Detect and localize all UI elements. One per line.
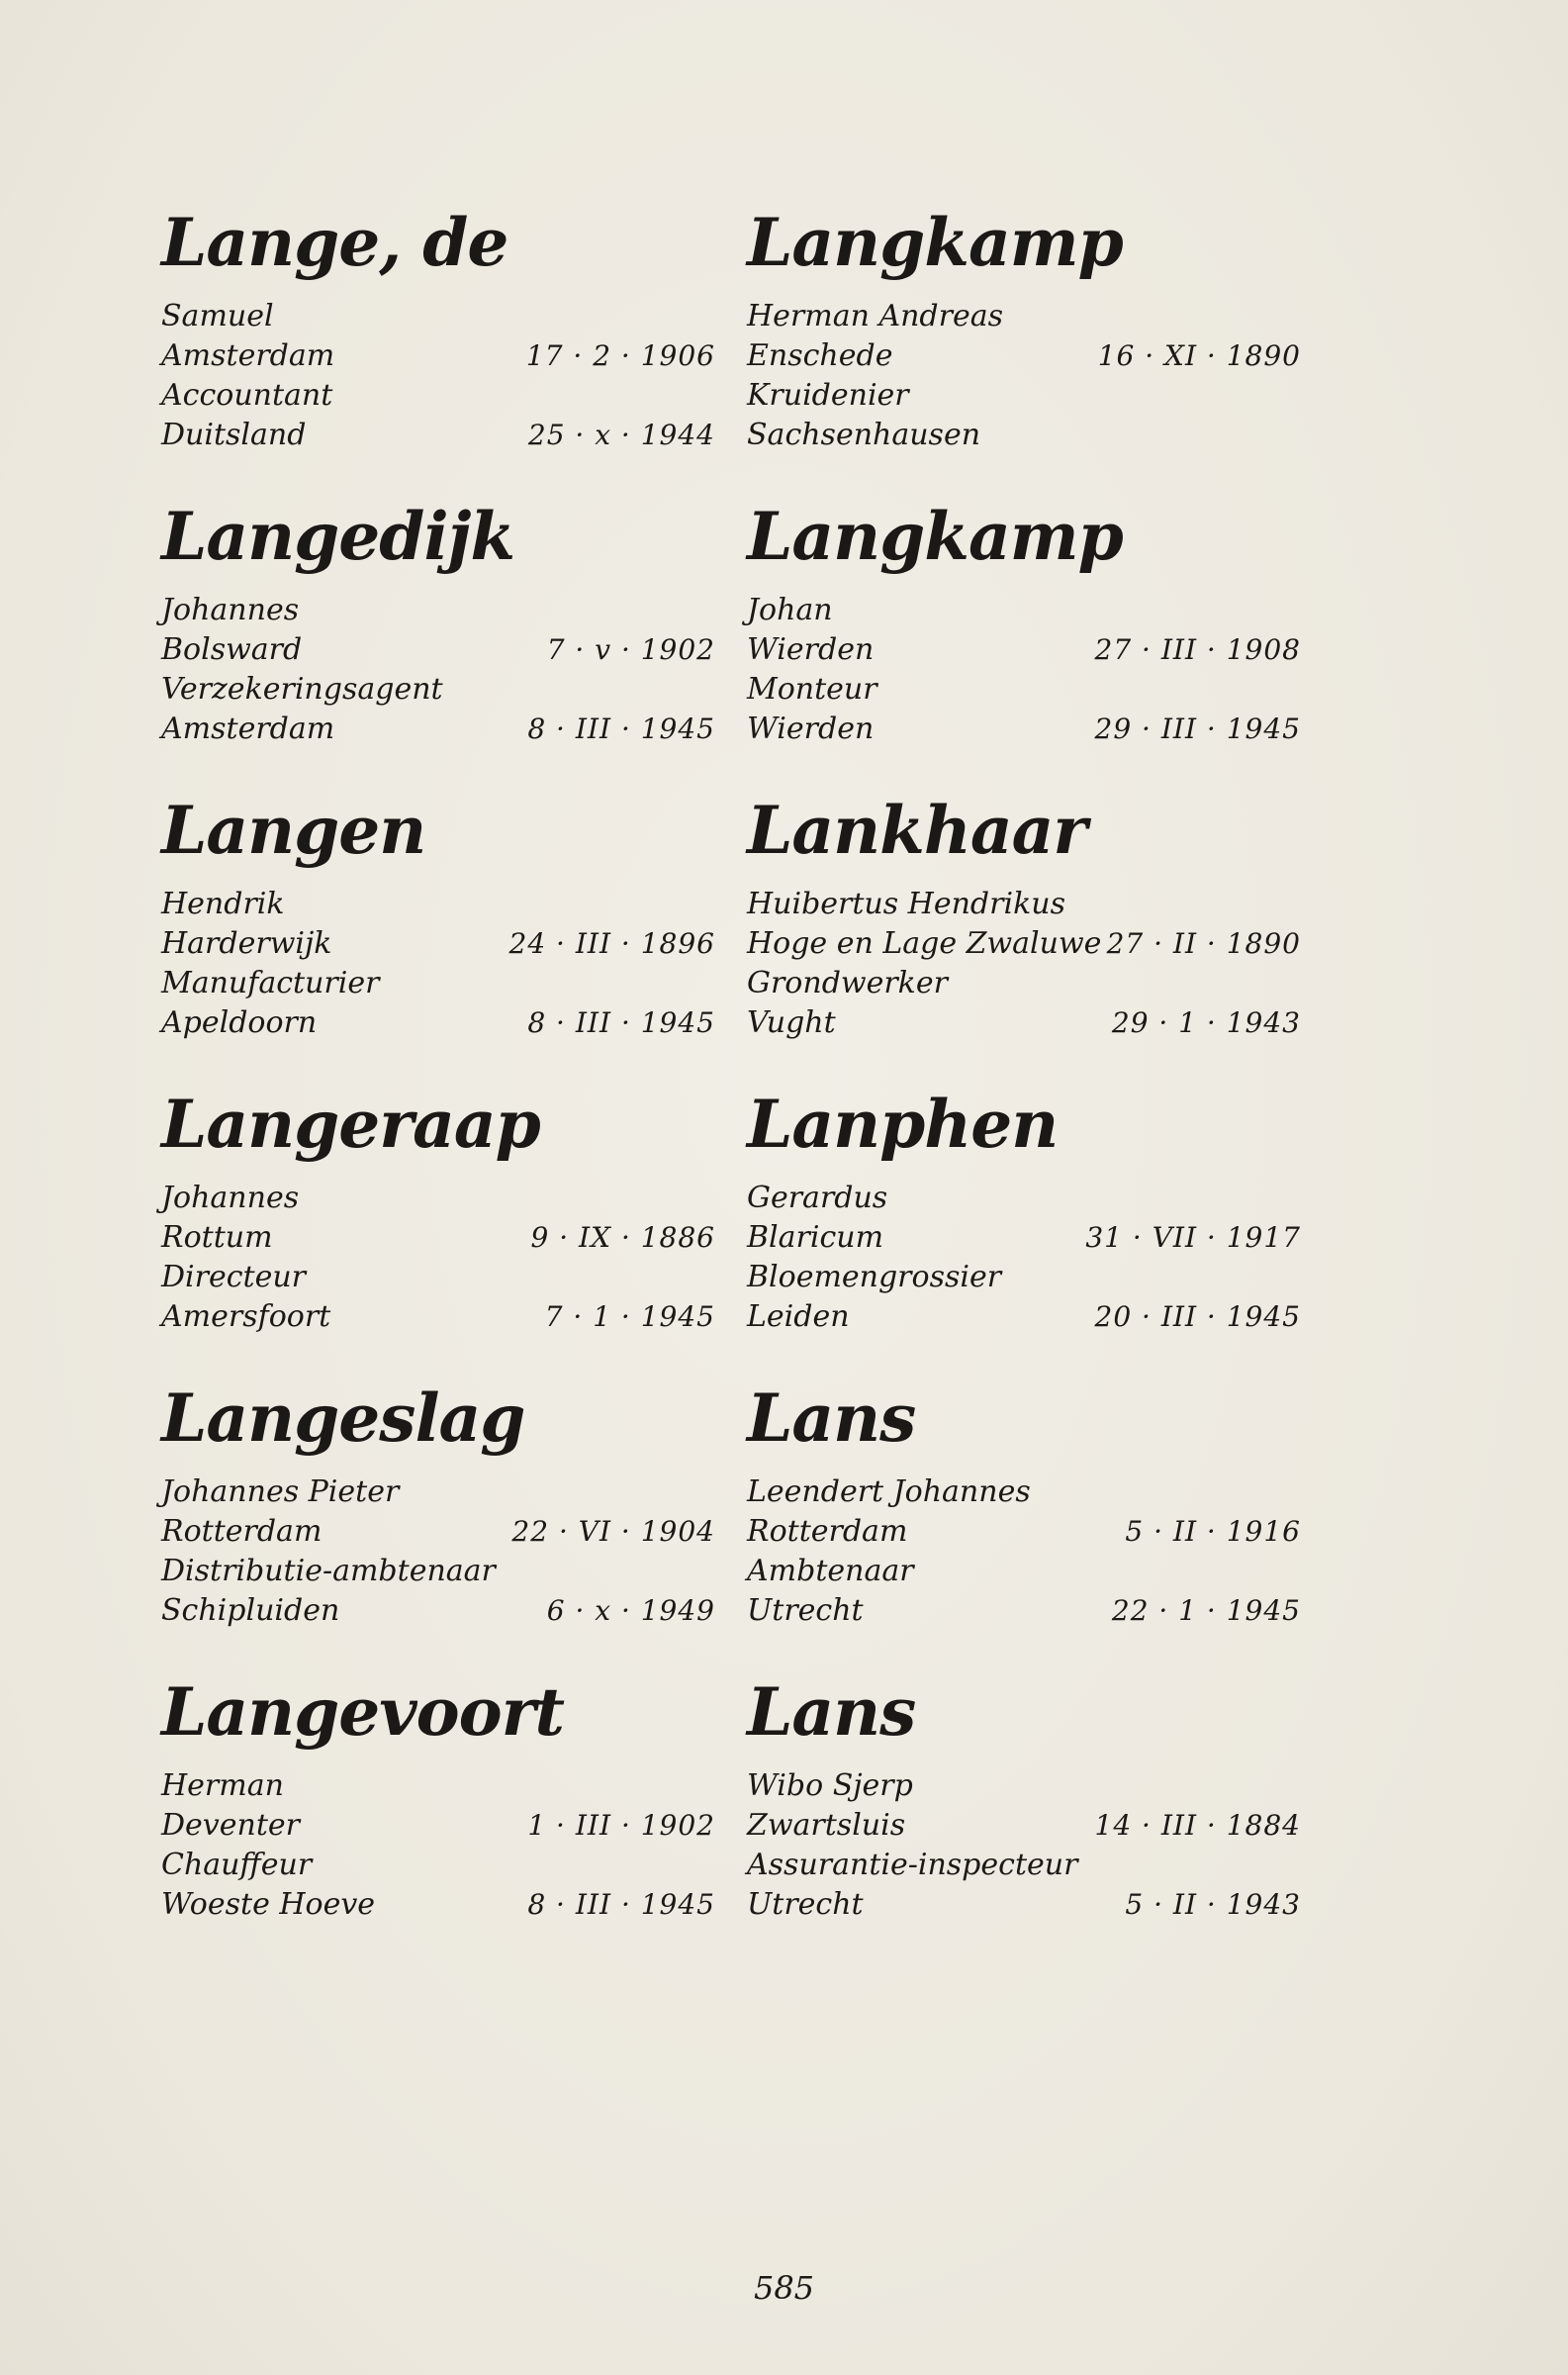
- entry-row-given-name: [747, 1179, 1301, 1218]
- surname: Lans: [747, 1673, 916, 1751]
- entry: [161, 1080, 715, 1374]
- birth-place: Wierden: [747, 632, 875, 667]
- death-date: 8 · III · 1945: [527, 1006, 715, 1039]
- death-date: 29 · 1 · 1943: [1111, 1006, 1301, 1039]
- surname: Langkamp: [747, 498, 1123, 575]
- entry-row-death: [747, 1297, 1301, 1337]
- surname: Lans: [747, 1379, 916, 1457]
- entry: [161, 1667, 715, 1961]
- entry-row-given-name: [747, 1472, 1301, 1512]
- death-place: Duitsland: [161, 418, 307, 452]
- entry-row-given-name: [747, 1766, 1301, 1806]
- birth-date: 9 · IX · 1886: [530, 1221, 715, 1254]
- entry-row-given-name: [161, 591, 715, 630]
- entry: [161, 198, 715, 492]
- birth-place: Rottum: [161, 1220, 273, 1255]
- death-place: Leiden: [747, 1299, 850, 1334]
- entry-row-birth: [161, 924, 715, 964]
- right-column: [747, 198, 1301, 1961]
- given-name: Wibo Sjerp: [747, 1768, 913, 1803]
- occupation: Monteur: [747, 672, 877, 707]
- birth-date: 24 · III · 1896: [508, 927, 715, 960]
- occupation: Distributie-ambtenaar: [161, 1554, 496, 1588]
- surname: Lange, de: [161, 204, 508, 281]
- entry-row-death: [747, 416, 1301, 455]
- entry-row-death: [161, 710, 715, 749]
- entry-row-birth: [747, 1512, 1301, 1552]
- death-date: 7 · 1 · 1945: [544, 1300, 715, 1333]
- entry-row-given-name: [161, 1766, 715, 1806]
- occupation: Verzekeringsagent: [161, 672, 443, 707]
- entry: [747, 786, 1301, 1080]
- entry: [161, 1374, 715, 1667]
- surname: Langeraap: [161, 1086, 540, 1163]
- given-name: Johannes: [161, 1181, 300, 1215]
- entry-row-occupation: [161, 1258, 715, 1297]
- entry-row-birth: [747, 924, 1301, 964]
- entry-row-death: [161, 1885, 715, 1925]
- occupation: Chauffeur: [161, 1848, 313, 1882]
- entry-row-death: [161, 1003, 715, 1043]
- birth-place: Deventer: [161, 1808, 300, 1843]
- death-date: 20 · III · 1945: [1094, 1300, 1301, 1333]
- given-name: Huibertus Hendrikus: [747, 887, 1065, 921]
- entry-row-occupation: [747, 1258, 1301, 1297]
- death-place: Amsterdam: [161, 712, 335, 746]
- entry-row-birth: [747, 336, 1301, 376]
- death-place: Apeldoorn: [161, 1005, 318, 1040]
- death-place: Woeste Hoeve: [161, 1887, 376, 1922]
- death-place: Utrecht: [747, 1593, 864, 1628]
- birth-date: 7 · v · 1902: [546, 633, 715, 666]
- entry-row-death: [747, 1591, 1301, 1631]
- birth-date: 16 · XI · 1890: [1097, 339, 1301, 372]
- birth-place: Zwartsluis: [747, 1808, 906, 1843]
- death-date: 6 · x · 1949: [546, 1594, 715, 1627]
- entry-row-birth: [161, 1512, 715, 1552]
- entry-row-birth: [161, 630, 715, 670]
- entry-row-occupation: [161, 1846, 715, 1885]
- entry: [747, 492, 1301, 786]
- birth-place: Hoge en Lage Zwaluwe: [747, 926, 1102, 961]
- birth-place: Enschede: [747, 338, 893, 373]
- death-place: Amersfoort: [161, 1299, 331, 1334]
- entry-row-death: [747, 1003, 1301, 1043]
- death-date: 8 · III · 1945: [527, 712, 715, 745]
- entry-row-given-name: [747, 591, 1301, 630]
- entry-row-given-name: [747, 297, 1301, 336]
- entry: [161, 492, 715, 786]
- entry-row-given-name: [161, 1179, 715, 1218]
- surname: Langeslag: [161, 1379, 525, 1457]
- entry-row-occupation: [747, 1552, 1301, 1591]
- birth-date: 14 · III · 1884: [1094, 1809, 1301, 1842]
- occupation: Bloemengrossier: [747, 1260, 1002, 1294]
- entry-row-death: [161, 1591, 715, 1631]
- birth-place: Harderwijk: [161, 926, 332, 961]
- given-name: Gerardus: [747, 1181, 888, 1215]
- entry-row-given-name: [747, 885, 1301, 924]
- given-name: Johannes Pieter: [161, 1474, 400, 1509]
- death-place: Vught: [747, 1005, 836, 1040]
- birth-date: 17 · 2 · 1906: [525, 339, 715, 372]
- birth-date: 31 · VII · 1917: [1085, 1221, 1301, 1254]
- surname: Lankhaar: [747, 792, 1087, 869]
- entry-row-occupation: [161, 670, 715, 710]
- entry-row-birth: [747, 1806, 1301, 1846]
- birth-place: Rotterdam: [161, 1514, 323, 1549]
- birth-date: 22 · VI · 1904: [511, 1515, 715, 1548]
- entry-row-occupation: [161, 1552, 715, 1591]
- birth-date: 27 · III · 1908: [1094, 633, 1301, 666]
- entry-row-birth: [161, 1806, 715, 1846]
- birth-place: Rotterdam: [747, 1514, 908, 1549]
- entry-row-given-name: [161, 297, 715, 336]
- entry-row-birth: [747, 1218, 1301, 1258]
- given-name: Johan: [747, 593, 833, 627]
- given-name: Hendrik: [161, 887, 285, 921]
- given-name: Samuel: [161, 299, 274, 333]
- entry-row-occupation: [747, 376, 1301, 416]
- surname: Lanphen: [747, 1086, 1059, 1163]
- death-place: Schipluiden: [161, 1593, 340, 1628]
- occupation: Directeur: [161, 1260, 307, 1294]
- entry-row-occupation: [161, 964, 715, 1003]
- occupation: Ambtenaar: [747, 1554, 914, 1588]
- entry-row-occupation: [747, 670, 1301, 710]
- page-number: 585: [753, 2269, 815, 2307]
- birth-date: 5 · II · 1916: [1125, 1515, 1301, 1548]
- death-date: 5 · II · 1943: [1125, 1888, 1301, 1921]
- birth-date: 1 · III · 1902: [527, 1809, 715, 1842]
- entry-row-occupation: [747, 964, 1301, 1003]
- entry-row-given-name: [161, 1472, 715, 1512]
- occupation: Grondwerker: [747, 966, 948, 1000]
- entry: [747, 1667, 1301, 1961]
- left-column: [161, 198, 715, 1961]
- birth-place: Blaricum: [747, 1220, 884, 1255]
- entry-row-occupation: [747, 1846, 1301, 1885]
- entry: [747, 198, 1301, 492]
- death-date: 29 · III · 1945: [1094, 712, 1301, 745]
- entry-row-birth: [161, 1218, 715, 1258]
- entry-row-death: [747, 710, 1301, 749]
- death-place: Sachsenhausen: [747, 418, 981, 452]
- entry-row-death: [161, 416, 715, 455]
- death-date: 8 · III · 1945: [527, 1888, 715, 1921]
- occupation: Kruidenier: [747, 378, 909, 413]
- entry-row-occupation: [161, 376, 715, 416]
- surname: Langen: [161, 792, 426, 869]
- surname: Langevoort: [161, 1673, 564, 1751]
- entry-row-birth: [747, 630, 1301, 670]
- surname: Langkamp: [747, 204, 1123, 281]
- birth-date: 27 · II · 1890: [1106, 927, 1301, 960]
- given-name: Herman: [161, 1768, 284, 1803]
- birth-place: Bolsward: [161, 632, 303, 667]
- death-place: Wierden: [747, 712, 875, 746]
- given-name: Leendert Johannes: [747, 1474, 1031, 1509]
- entry: [747, 1080, 1301, 1374]
- occupation: Accountant: [161, 378, 333, 413]
- occupation: Manufacturier: [161, 966, 380, 1000]
- entry-row-death: [747, 1885, 1301, 1925]
- death-place: Utrecht: [747, 1887, 864, 1922]
- death-date: 25 · x · 1944: [527, 419, 715, 451]
- surname: Langedijk: [161, 498, 515, 575]
- entry: [747, 1374, 1301, 1667]
- occupation: Assurantie-inspecteur: [747, 1848, 1078, 1882]
- entry-row-birth: [161, 336, 715, 376]
- death-date: 22 · 1 · 1945: [1111, 1594, 1301, 1627]
- entry: [161, 786, 715, 1080]
- entry-row-given-name: [161, 885, 715, 924]
- given-name: Herman Andreas: [747, 299, 1004, 333]
- given-name: Johannes: [161, 593, 300, 627]
- birth-place: Amsterdam: [161, 338, 335, 373]
- entry-row-death: [161, 1297, 715, 1337]
